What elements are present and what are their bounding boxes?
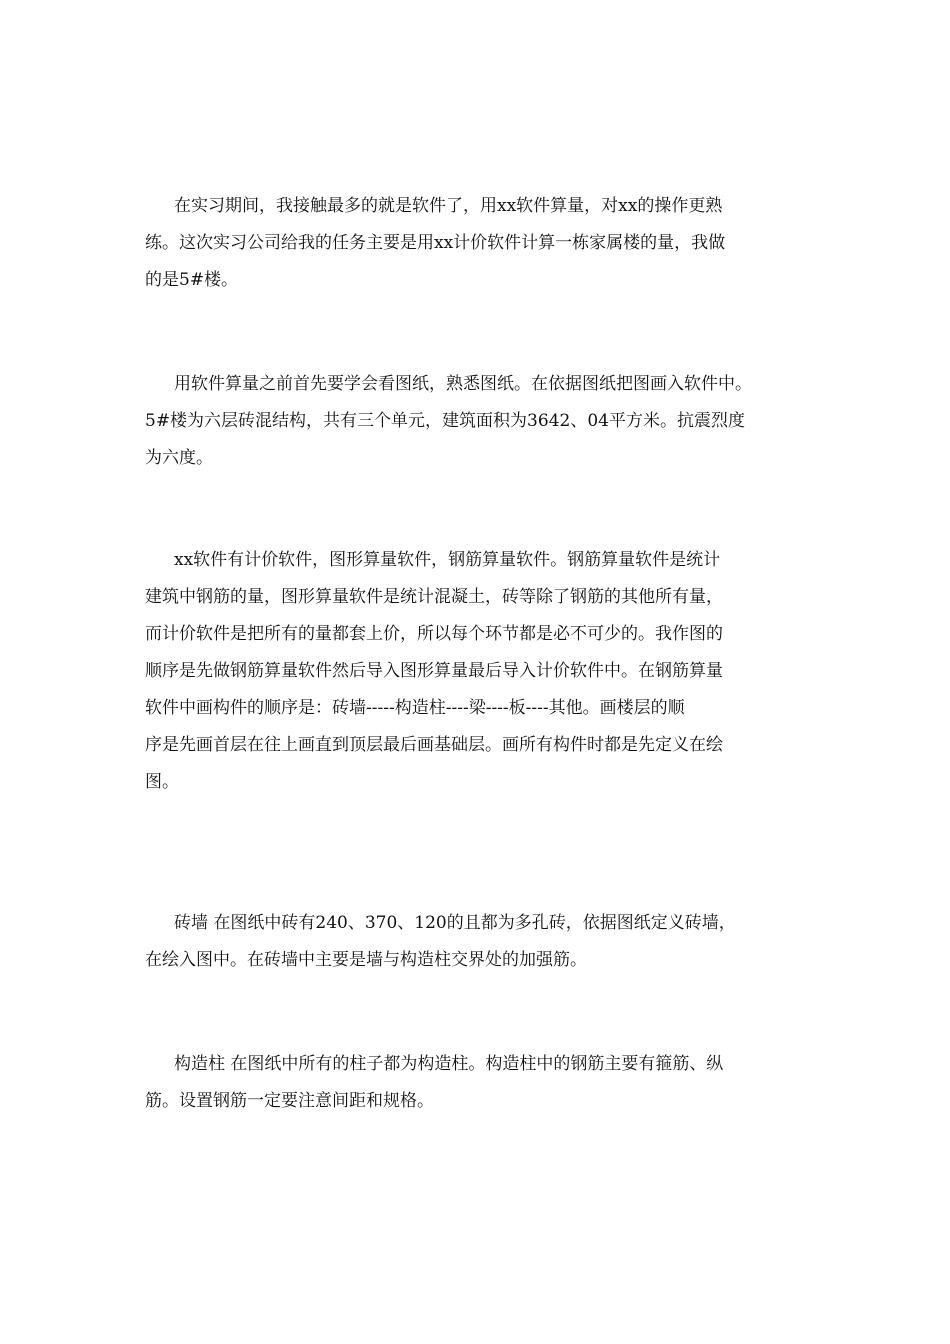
text-line: 的是5#楼。 [145, 270, 239, 290]
text-line: 顺序是先做钢筋算量软件然后导入图形算量最后导入计价软件中。在钢筋算量 [145, 661, 723, 681]
paragraph-structural-column [145, 1046, 810, 1120]
text-line: xx软件有计价软件，图形算量软件，钢筋算量软件。钢筋算量软件是统计 [174, 550, 721, 570]
paragraph-software-workflow [145, 542, 810, 801]
text-line: 软件中画构件的顺序是：砖墙-----构造柱----梁----板----其他。画楼层的顺 [145, 698, 685, 718]
paragraph-internship-software [145, 188, 810, 299]
paragraph-reading-drawings [145, 366, 810, 477]
text-line: 为六度。 [145, 448, 213, 468]
text-line: 在实习期间，我接触最多的就是软件了，用xx软件算量，对xx的操作更熟 [174, 196, 723, 216]
text-line: 图。 [145, 772, 179, 792]
text-line: 建筑中钢筋的量，图形算量软件是统计混凝土，砖等除了钢筋的其他所有量， [145, 587, 723, 607]
text-line: 用软件算量之前首先要学会看图纸，熟悉图纸。在依据图纸把图画入软件中。 [174, 374, 752, 394]
text-line: 5#楼为六层砖混结构，共有三个单元，建筑面积为3642、04平方米。抗震烈度 [145, 411, 745, 431]
text-line: 序是先画首层在往上画直到顶层最后画基础层。画所有构件时都是先定义在绘 [145, 735, 723, 755]
text-line: 砖墙 在图纸中砖有240、370、120的且都为多孔砖，依据图纸定义砖墙， [174, 913, 736, 933]
text-line: 练。这次实习公司给我的任务主要是用xx计价软件计算一栋家属楼的量，我做 [145, 233, 726, 253]
text-line: 筋。设置钢筋一定要注意间距和规格。 [145, 1091, 434, 1111]
text-line: 构造柱 在图纸中所有的柱子都为构造柱。构造柱中的钢筋主要有箍筋、纵 [174, 1054, 724, 1074]
paragraph-brick-wall [145, 905, 810, 979]
text-line: 在绘入图中。在砖墙中主要是墙与构造柱交界处的加强筋。 [145, 950, 587, 970]
text-line: 而计价软件是把所有的量都套上价，所以每个环节都是必不可少的。我作图的 [145, 624, 723, 644]
